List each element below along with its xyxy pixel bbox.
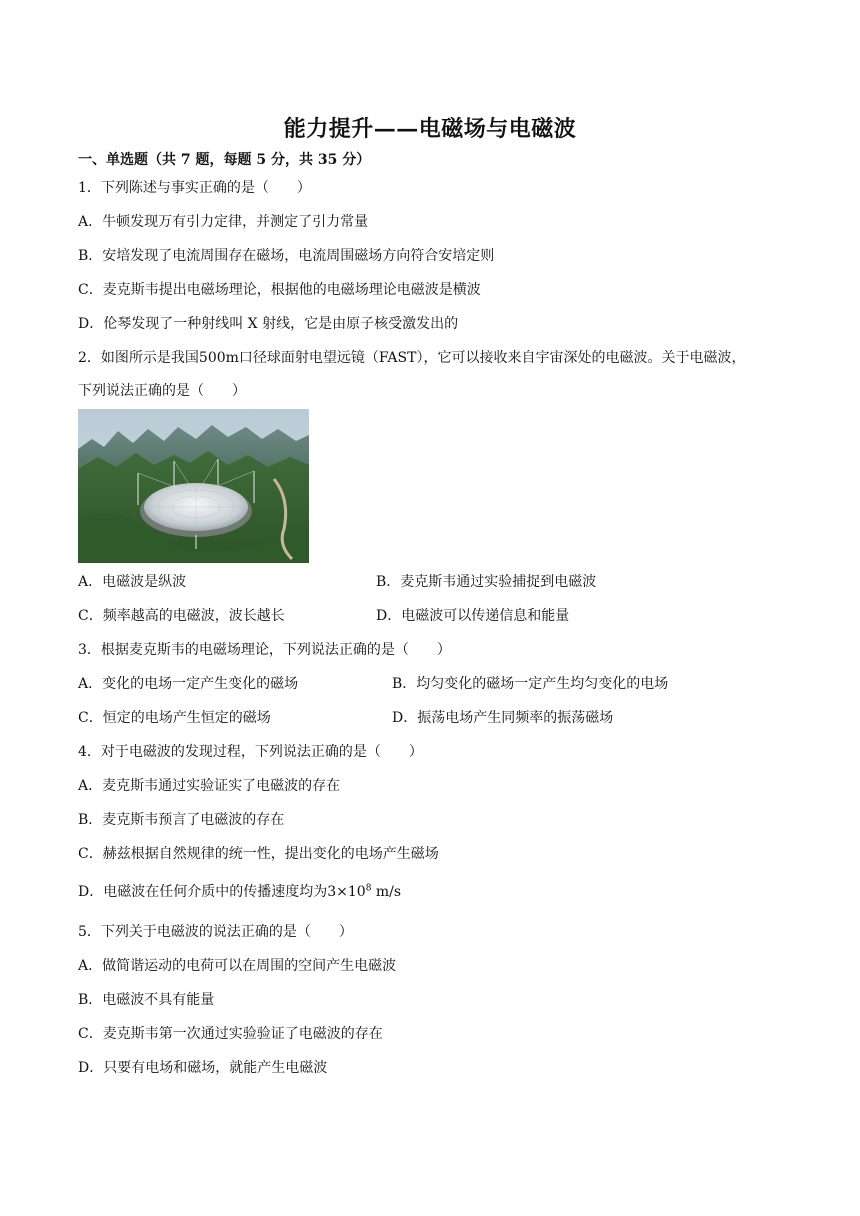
- question-5-option-c: C．麦克斯韦第一次通过实验验证了电磁波的存在: [78, 1026, 383, 1042]
- question-4-stem: 4．对于电磁波的发现过程，下列说法正确的是（ ）: [78, 744, 423, 760]
- question-5-option-d: D．只要有电场和磁场，就能产生电磁波: [78, 1060, 328, 1076]
- question-3-option-c: C．恒定的电场产生恒定的磁场: [78, 710, 271, 726]
- question-4-option-b: B．麦克斯韦预言了电磁波的存在: [78, 812, 285, 828]
- question-5-option-b: B．电磁波不具有能量: [78, 992, 215, 1008]
- section-heading: 一、单选题（共 7 题，每题 5 分，共 35 分）: [78, 152, 371, 168]
- question-1-option-c: C．麦克斯韦提出电磁场理论，根据他的电磁场理论电磁波是横波: [78, 282, 481, 298]
- question-2-option-d: D．电磁波可以传递信息和能量: [376, 608, 570, 624]
- question-5-stem: 5．下列关于电磁波的说法正确的是（ ）: [78, 924, 353, 940]
- question-4-option-d-exponent: 8: [365, 883, 372, 894]
- question-3-option-a: A．变化的电场一定产生变化的磁场: [78, 676, 299, 692]
- question-4-option-c: C．赫兹根据自然规律的统一性，提出变化的电场产生磁场: [78, 846, 439, 862]
- page-title: 能力提升——电磁场与电磁波: [283, 116, 577, 142]
- question-1-option-a: A．牛顿发现万有引力定律，并测定了引力常量: [78, 214, 369, 230]
- question-3-option-b: B．均匀变化的磁场一定产生均匀变化的电场: [392, 676, 669, 692]
- question-1-option-d: D．伦琴发现了一种射线叫 X 射线，它是由原子核受激发出的: [78, 316, 459, 332]
- question-2-stem-line1: 2．如图所示是我国500m口径球面射电望远镜（FAST），它可以接收来自宇宙深处的电磁波。关于电磁波，: [78, 350, 746, 366]
- question-1-option-b: B．安培发现了电流周围存在磁场，电流周围磁场方向符合安培定则: [78, 248, 495, 264]
- question-4-option-d-prefix: D．电磁波在任何介质中的传播速度均为3×10: [78, 884, 366, 900]
- question-3-stem: 3．根据麦克斯韦的电磁场理论，下列说法正确的是（ ）: [78, 642, 451, 658]
- question-4-option-a: A．麦克斯韦通过实验证实了电磁波的存在: [78, 778, 341, 794]
- question-2-option-c: C．频率越高的电磁波，波长越长: [78, 608, 285, 624]
- question-3-option-d: D．振荡电场产生同频率的振荡磁场: [392, 710, 614, 726]
- question-5-option-a: A．做简谐运动的电荷可以在周围的空间产生电磁波: [78, 958, 397, 974]
- question-2-option-a: A．电磁波是纵波: [78, 574, 187, 590]
- question-2-stem-line2: 下列说法正确的是（ ）: [78, 383, 246, 399]
- question-4-option-d: [78, 882, 401, 902]
- question-4-option-d-suffix: m/s: [371, 884, 402, 900]
- question-1-stem: 1．下列陈述与事实正确的是（ ）: [78, 180, 311, 196]
- fast-telescope-photo: [78, 409, 309, 563]
- question-2-option-b: B．麦克斯韦通过实验捕捉到电磁波: [376, 574, 597, 590]
